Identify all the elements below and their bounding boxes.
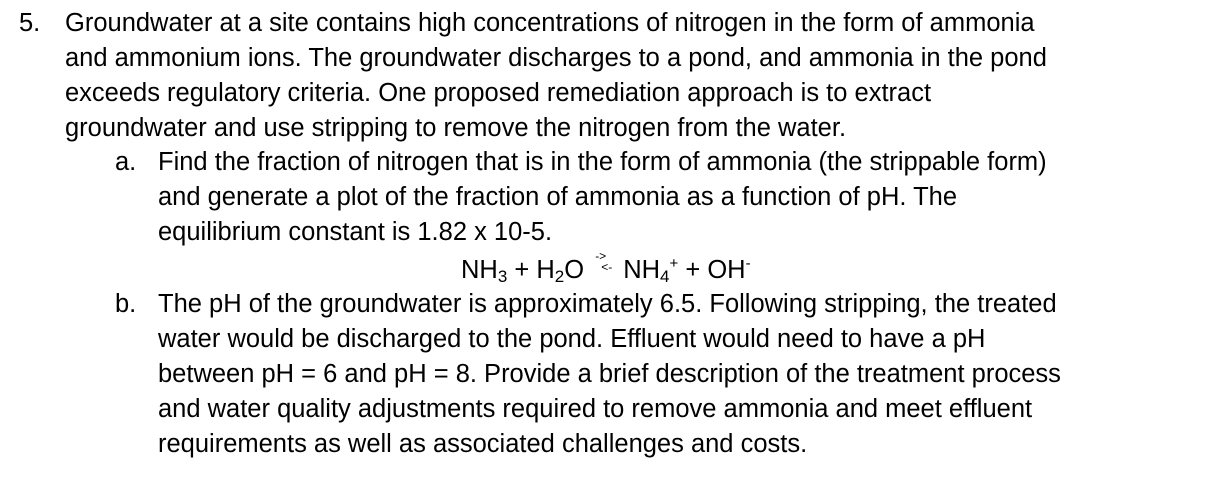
part-a-line-1: Find the fraction of nitrogen that is in the form of ammonia (the strippable form)	[158, 148, 1047, 176]
forward-arrow: ->	[595, 249, 607, 263]
oh-superscript: -	[745, 255, 751, 272]
part-a-line-3: equilibrium constant is 1.82 x 10-5.	[158, 218, 553, 246]
part-b-line-4: and water quality adjustments required to remove ammonia and meet effluent	[158, 395, 1033, 423]
intro-line-4: groundwater and use stripping to remove the nitrogen from the water.	[65, 114, 847, 142]
nh4-base: NH	[623, 256, 661, 284]
reverse-arrow: <-	[601, 260, 613, 274]
h2o-h: H	[536, 256, 555, 284]
plus-sign-2: +	[678, 256, 708, 284]
problem-number: 5.	[19, 9, 41, 37]
nh4-subscript: 4	[660, 267, 670, 286]
reaction-equation	[461, 249, 751, 286]
part-a-line-2: and generate a plot of the fraction of ammonia as a function of pH. The	[158, 183, 958, 211]
h2o-subscript: 2	[554, 267, 565, 286]
oh-base: OH	[707, 256, 746, 284]
nh3-subscript: 3	[497, 267, 508, 286]
h2o-o: O	[564, 256, 592, 284]
plus-sign-1: +	[507, 256, 537, 284]
equilibrium-arrows	[591, 249, 623, 280]
part-b-line-3: between pH = 6 and pH = 8. Provide a brief description of the treatment process	[158, 360, 1061, 388]
intro-line-1: Groundwater at a site contains high concentrations of nitrogen in the form of ammonia	[65, 9, 1035, 37]
intro-line-3: exceeds regulatory criteria. One proposed remediation approach is to extract	[65, 79, 932, 107]
nh3-base: NH	[461, 256, 498, 284]
part-a-marker: a.	[115, 148, 137, 176]
part-b-line-1: The pH of the groundwater is approximately 6.5. Following stripping, the treated	[158, 290, 1057, 318]
intro-line-2: and ammonium ions. The groundwater discharges to a pond, and ammonia in the pond	[65, 44, 1047, 72]
part-b-marker: b.	[115, 290, 137, 318]
nh4-superscript: +	[669, 255, 679, 272]
part-b-line-2: water would be discharged to the pond. Effluent would need to have a pH	[158, 325, 986, 353]
part-b-line-5: requirements as well as associated challenges and costs.	[158, 430, 808, 458]
